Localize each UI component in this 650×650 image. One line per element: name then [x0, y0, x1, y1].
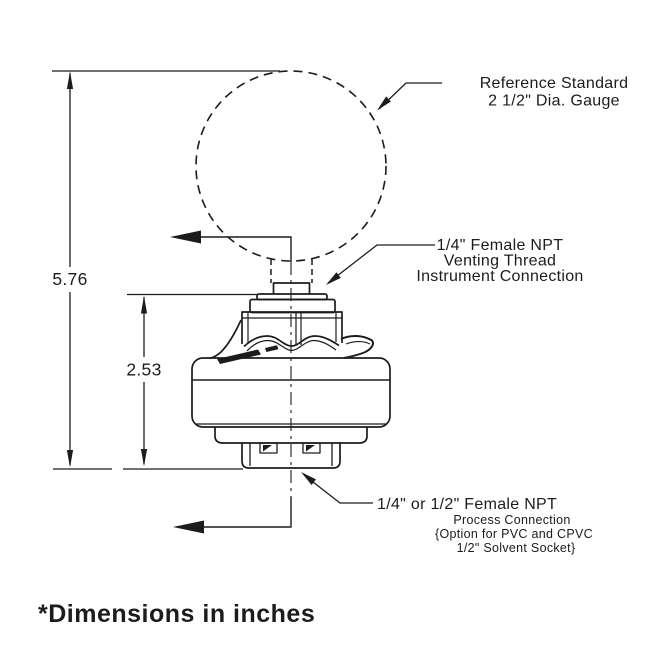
label-reference-line1: Reference Standard — [479, 75, 629, 92]
brand-mark-dash — [265, 345, 278, 352]
label-process-line4: 1/2" Solvent Socket} — [456, 541, 576, 555]
dim-value-upper: 2.53 — [126, 359, 162, 380]
leader-reference-gauge — [379, 83, 442, 109]
label-process-line3: {Option for PVC and CPVC — [435, 527, 593, 541]
dimension-linework — [52, 71, 442, 527]
label-reference-line2: 2 1/2" Dia. Gauge — [488, 92, 620, 110]
dim-arrow-upper-down — [141, 449, 147, 467]
label-process-line2: Process Connection — [453, 513, 571, 527]
side-tab — [341, 336, 373, 358]
filled-marks — [67, 72, 391, 534]
footnote-dimensions: *Dimensions in inches — [38, 600, 316, 628]
centerline-arrow-bottom — [173, 521, 204, 534]
drawing-text — [38, 75, 628, 628]
label-venting-line2: Venting Thread — [443, 252, 557, 270]
dim-arrow-overall-up — [67, 72, 73, 90]
label-venting-line3: Instrument Connection — [416, 268, 584, 285]
instrument-step-2 — [250, 300, 335, 313]
dim-value-overall: 5.76 — [52, 269, 88, 289]
label-venting-line1: 1/4" Female NPT — [436, 237, 564, 254]
lug-mark-right — [306, 445, 315, 452]
leader-arrow-reference — [377, 97, 391, 111]
socket-lug-left — [260, 443, 277, 453]
reference-gauge-circle — [196, 71, 386, 261]
socket-lug-right — [303, 443, 320, 453]
dim-arrow-overall-down — [67, 450, 73, 468]
brand-mark — [217, 350, 261, 365]
dome-shoulder-left — [210, 320, 241, 359]
lug-mark-left — [263, 445, 272, 452]
side-tab-inner — [346, 342, 370, 344]
centerline-elbow-bottom — [201, 497, 291, 527]
label-process-line1: 1/4" or 1/2" Female NPT — [377, 496, 558, 513]
centerline-arrow-top — [170, 231, 201, 244]
dim-arrow-upper-up — [141, 296, 147, 314]
